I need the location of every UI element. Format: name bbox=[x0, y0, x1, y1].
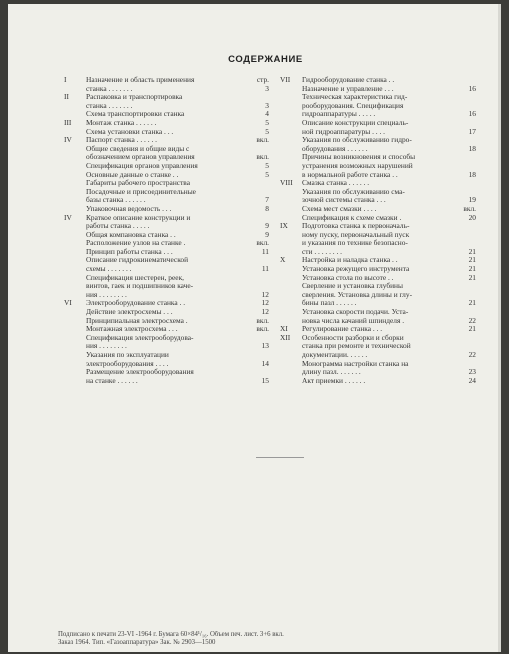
toc-entry bbox=[280, 222, 476, 231]
toc-entry bbox=[280, 265, 476, 274]
section-number bbox=[64, 196, 86, 205]
toc-entry bbox=[280, 136, 476, 145]
page-number: 21 bbox=[468, 324, 476, 334]
entry-text: Габариты рабочего пространства bbox=[86, 179, 190, 188]
imprint-line-1: Подписано к печати 23-VI -1964 г. Бумага 60×84¹/₁₆. Объем печ. лист. 3+6 вкл. bbox=[58, 631, 284, 638]
entry-text: работы станка . . . . . bbox=[86, 222, 150, 231]
section-number: VIII bbox=[280, 178, 293, 188]
section-number bbox=[280, 377, 302, 386]
toc-entry bbox=[64, 145, 269, 154]
entry-text: Действие электросхемы . . . bbox=[86, 308, 173, 317]
entry-text: Спецификация шестерен, реек, bbox=[86, 273, 185, 282]
toc-entry bbox=[280, 299, 476, 308]
entry-text: рооборудования. Спецификация bbox=[302, 101, 404, 110]
entry-text: в нормальной работе станка . . bbox=[302, 170, 398, 179]
page-number: 11 bbox=[261, 264, 269, 274]
toc-entry bbox=[280, 308, 476, 317]
section-number bbox=[64, 222, 86, 231]
entry-text: и указания по технике безопасно- bbox=[302, 239, 408, 248]
entry-text: бины пазл . . . . . . bbox=[302, 299, 357, 308]
toc-entry bbox=[64, 239, 269, 248]
entry-text: станка при ремонте и технической bbox=[302, 342, 411, 351]
section-number bbox=[280, 188, 302, 197]
page-number: 12 bbox=[261, 289, 269, 299]
toc-entry bbox=[280, 256, 476, 265]
document-page bbox=[8, 4, 501, 652]
page-number: 5 bbox=[265, 160, 269, 170]
toc-entry bbox=[64, 119, 269, 128]
section-number bbox=[64, 179, 86, 188]
section-number bbox=[280, 136, 302, 145]
entry-text: Установка скорости подачи. Уста- bbox=[302, 308, 409, 317]
section-number bbox=[280, 85, 302, 94]
entry-text: Принцип работы станка . . . bbox=[86, 247, 173, 256]
entry-text: длину пазл. . . . . . . bbox=[302, 368, 361, 377]
entry-text: Регулирование станка . . . bbox=[302, 325, 383, 334]
page-number: 21 bbox=[468, 246, 476, 256]
page-number: 9 bbox=[265, 221, 269, 231]
page-number: 9 bbox=[265, 229, 269, 239]
section-number bbox=[280, 342, 302, 351]
entry-text: Общие сведения и общие виды с bbox=[86, 144, 190, 153]
entry-text: Спецификация электрооборудова- bbox=[86, 333, 194, 342]
section-number bbox=[64, 308, 86, 317]
page-number: 14 bbox=[261, 358, 269, 368]
toc-entry bbox=[64, 282, 269, 291]
entry-text: Акт приемки . . . . . . bbox=[302, 376, 366, 385]
entry-text: Сверление и установка глубины bbox=[302, 282, 403, 291]
section-number bbox=[280, 153, 302, 162]
toc-entry bbox=[64, 274, 269, 283]
entry-text: Назначение и управление . . . bbox=[302, 84, 394, 93]
entry-text: Электрооборудование станка . . bbox=[86, 299, 186, 308]
section-number bbox=[64, 325, 86, 334]
toc-entry bbox=[280, 76, 476, 85]
toc-entry bbox=[64, 317, 269, 326]
page-number: 7 bbox=[265, 195, 269, 205]
page-number: стр. bbox=[256, 75, 269, 84]
entry-text: ной гидроаппаратуры . . . . bbox=[302, 127, 386, 136]
entry-text: Особенности разборки и сборки bbox=[302, 333, 404, 342]
section-number bbox=[280, 351, 302, 360]
toc-entry bbox=[64, 325, 269, 334]
toc-entry bbox=[64, 205, 269, 214]
section-number bbox=[64, 265, 86, 274]
entry-text: новка числа качаний шпинделя . bbox=[302, 316, 405, 325]
section-number bbox=[64, 231, 86, 240]
entry-text: сти . . . . . . . . bbox=[302, 247, 343, 256]
entry-text: ному пуску, первоначальный пуск bbox=[302, 230, 410, 239]
toc-entry bbox=[64, 162, 269, 171]
entry-text: документации. . . . . . bbox=[302, 351, 368, 359]
entry-text: Назначение и область применения bbox=[86, 76, 195, 84]
section-number bbox=[64, 274, 86, 283]
toc-left-column bbox=[64, 76, 269, 385]
entry-text: Описание гидрокинематической bbox=[86, 256, 189, 265]
entry-text: Причины возникновения и способы bbox=[302, 153, 416, 162]
page-number: 17 bbox=[468, 126, 476, 136]
section-number bbox=[280, 282, 302, 291]
entry-text: электрооборудования . . . . bbox=[86, 359, 169, 368]
entry-text: Описание конструкции специаль- bbox=[302, 118, 409, 127]
entry-text: Установка стола по высоте . . bbox=[302, 273, 394, 282]
toc-entry bbox=[64, 291, 269, 300]
entry-text: Монтаж станка . . . . . . bbox=[86, 118, 157, 127]
section-number bbox=[64, 377, 86, 386]
toc-entry bbox=[64, 248, 269, 257]
section-number: II bbox=[64, 92, 69, 102]
entry-text: зочной системы станка . . . bbox=[302, 196, 386, 205]
toc-entry bbox=[280, 377, 476, 386]
section-number: XII bbox=[280, 332, 291, 342]
toc-entry bbox=[280, 205, 476, 214]
section-number bbox=[280, 231, 302, 240]
toc-entry bbox=[280, 171, 476, 180]
entry-text: гидроаппаратуры . . . . . bbox=[302, 110, 376, 119]
entry-text: Подготовка станка к первоначаль- bbox=[302, 222, 410, 231]
entry-text: Размещение электрооборудования bbox=[86, 368, 194, 377]
toc-entry bbox=[280, 368, 476, 377]
toc-entry bbox=[280, 93, 476, 102]
toc-entry bbox=[280, 214, 476, 223]
section-number: XI bbox=[280, 324, 288, 334]
toc-entry bbox=[64, 368, 269, 377]
entry-text: Указания по обслуживанию гидро- bbox=[302, 136, 412, 145]
entry-text: Гидрооборудование станка . . bbox=[302, 76, 395, 84]
entry-text: Монтажная электросхема . . . bbox=[86, 325, 178, 334]
entry-text: Настройка и наладка станка . . bbox=[302, 256, 398, 265]
imprint-line-2: Заказ 1964. Тип. «Газоаппаратура» Зак. № 2903—1500 bbox=[58, 639, 216, 646]
entry-text: Смазка станка . . . . . . bbox=[302, 179, 370, 188]
page-number: 23 bbox=[468, 367, 476, 377]
page-number: 21 bbox=[468, 298, 476, 308]
page-number: 18 bbox=[468, 143, 476, 153]
section-number: I bbox=[64, 75, 67, 84]
toc-entry bbox=[64, 93, 269, 102]
page-title: СОДЕРЖАНИЕ bbox=[228, 54, 303, 65]
entry-text: Посадочные и присоединительные bbox=[86, 187, 196, 196]
toc-entry bbox=[280, 162, 476, 171]
toc-entry bbox=[280, 317, 476, 326]
toc-entry bbox=[64, 299, 269, 308]
toc-entry bbox=[280, 110, 476, 119]
page-number: 3 bbox=[265, 83, 269, 93]
toc-entry bbox=[64, 196, 269, 205]
section-number bbox=[280, 128, 302, 137]
toc-entry bbox=[280, 351, 476, 360]
entry-text: сверления. Установка длины и глу- bbox=[302, 290, 413, 299]
page-number: вкл. bbox=[463, 203, 476, 213]
section-number bbox=[280, 239, 302, 248]
entry-text: Схема мест смазки . . . . bbox=[302, 204, 377, 213]
section-number bbox=[280, 162, 302, 171]
section-number bbox=[280, 119, 302, 128]
toc-entry bbox=[64, 342, 269, 351]
page-number: 16 bbox=[468, 109, 476, 119]
section-number bbox=[64, 351, 86, 360]
entry-text: Расположение узлов на станке . bbox=[86, 239, 186, 248]
entry-text: Указания по обслуживанию сма- bbox=[302, 187, 405, 196]
entry-text: Принципиальная электросхема . bbox=[86, 316, 188, 325]
section-number bbox=[64, 360, 86, 369]
page-number: 13 bbox=[261, 341, 269, 351]
page-number: 15 bbox=[261, 375, 269, 385]
toc-entry bbox=[64, 102, 269, 111]
toc-entry bbox=[280, 342, 476, 351]
toc-entry bbox=[280, 360, 476, 369]
toc-entry bbox=[64, 128, 269, 137]
toc-entry bbox=[280, 145, 476, 154]
page-number: 20 bbox=[468, 212, 476, 222]
entry-text: Краткое описание конструкции и bbox=[86, 213, 191, 222]
page-number: 18 bbox=[468, 169, 476, 179]
imprint-footer bbox=[58, 631, 478, 647]
section-number bbox=[280, 205, 302, 214]
entry-text: Установка режущего инструмента bbox=[302, 265, 410, 274]
entry-text: Монограмма настройки станка на bbox=[302, 359, 409, 368]
toc-entry bbox=[280, 196, 476, 205]
section-number bbox=[280, 368, 302, 377]
toc-entry bbox=[64, 136, 269, 145]
page-number: 21 bbox=[468, 264, 476, 274]
entry-text: Спецификация к схеме смазки . bbox=[302, 213, 402, 222]
section-number bbox=[280, 274, 302, 283]
entry-text: станка . . . . . . . bbox=[86, 101, 133, 110]
entry-text: схемы . . . . . . . bbox=[86, 265, 132, 274]
toc-entry bbox=[280, 231, 476, 240]
page-number: 3 bbox=[265, 100, 269, 110]
toc-entry bbox=[64, 222, 269, 231]
entry-text: Спецификация органов управления bbox=[86, 161, 198, 170]
page-number: вкл. bbox=[256, 324, 269, 334]
section-number: X bbox=[280, 255, 286, 265]
entry-text: ния . . . . . . . . bbox=[86, 342, 127, 351]
section-number bbox=[64, 171, 86, 180]
toc-entry bbox=[64, 179, 269, 188]
page-number: 22 bbox=[468, 315, 476, 325]
toc-entry bbox=[64, 110, 269, 119]
page-number: 21 bbox=[468, 255, 476, 265]
toc-entry bbox=[280, 239, 476, 248]
section-number: III bbox=[64, 117, 72, 127]
section-number: VII bbox=[280, 75, 291, 84]
section-number bbox=[280, 291, 302, 300]
page-number: 22 bbox=[468, 350, 476, 359]
toc-entry bbox=[280, 334, 476, 343]
page-number: 12 bbox=[261, 307, 269, 317]
toc-right-column bbox=[280, 76, 476, 385]
toc-entry bbox=[280, 102, 476, 111]
toc-entry bbox=[64, 231, 269, 240]
toc-entry bbox=[280, 274, 476, 283]
page-number: 5 bbox=[265, 126, 269, 136]
entry-text: оборудования . . . . . . bbox=[302, 144, 368, 153]
section-number bbox=[64, 153, 86, 162]
toc-entry bbox=[64, 76, 269, 85]
toc-entry bbox=[64, 153, 269, 162]
section-number bbox=[64, 342, 86, 351]
toc-entry bbox=[280, 128, 476, 137]
entry-text: Техническая характеристика гид- bbox=[302, 93, 408, 102]
toc-entry bbox=[64, 171, 269, 180]
section-number bbox=[280, 196, 302, 205]
entry-text: Указания по эксплуатации bbox=[86, 351, 169, 359]
section-number bbox=[64, 188, 86, 197]
page-number: 8 bbox=[265, 203, 269, 213]
section-number bbox=[64, 239, 86, 248]
entry-text: базы станка . . . . . . bbox=[86, 196, 146, 205]
toc-entry bbox=[280, 325, 476, 334]
toc-entry bbox=[64, 256, 269, 265]
toc-entry bbox=[280, 248, 476, 257]
page-number: 5 bbox=[265, 169, 269, 179]
section-number bbox=[280, 93, 302, 102]
page-number: вкл. bbox=[256, 152, 269, 162]
entry-text: Общая компановка станка . . bbox=[86, 230, 176, 239]
toc-entry bbox=[64, 334, 269, 343]
entry-text: Схема установки станка . . . bbox=[86, 127, 174, 136]
section-number bbox=[64, 368, 86, 377]
section-number bbox=[64, 162, 86, 171]
section-number bbox=[64, 334, 86, 343]
section-number: IV bbox=[64, 212, 72, 222]
toc-entry bbox=[64, 360, 269, 369]
section-number bbox=[64, 248, 86, 257]
toc-entry bbox=[64, 214, 269, 223]
page-number: 16 bbox=[468, 83, 476, 93]
section-number bbox=[280, 265, 302, 274]
section-number bbox=[64, 145, 86, 154]
toc-entry bbox=[280, 282, 476, 291]
section-number: IV bbox=[64, 135, 72, 145]
toc-entry bbox=[280, 179, 476, 188]
entry-text: на станке . . . . . . bbox=[86, 376, 138, 385]
page-number: 21 bbox=[468, 272, 476, 282]
page-number: вкл. bbox=[256, 135, 269, 145]
page-number: 24 bbox=[468, 375, 476, 385]
toc-entry bbox=[280, 153, 476, 162]
section-number: VI bbox=[64, 298, 72, 308]
toc-entry bbox=[64, 308, 269, 317]
toc-entry bbox=[280, 188, 476, 197]
toc-entry bbox=[64, 265, 269, 274]
toc-entry bbox=[280, 291, 476, 300]
section-number bbox=[280, 308, 302, 317]
toc-entry bbox=[280, 119, 476, 128]
section-number: IX bbox=[280, 221, 288, 231]
toc-entry bbox=[64, 85, 269, 94]
entry-text: Основные данные о станке . . bbox=[86, 170, 179, 179]
toc-entry bbox=[64, 351, 269, 360]
section-number bbox=[280, 360, 302, 369]
section-number bbox=[280, 110, 302, 119]
page-number: 11 bbox=[261, 246, 269, 256]
toc-entry bbox=[64, 188, 269, 197]
separator-line bbox=[256, 457, 304, 458]
entry-text: Схема транспортировки станка bbox=[86, 110, 185, 119]
toc-entry bbox=[280, 85, 476, 94]
entry-text: ния . . . . . . . . bbox=[86, 290, 127, 299]
toc-entry bbox=[64, 377, 269, 386]
entry-text: винтов, гаек и подшипников каче- bbox=[86, 282, 194, 291]
section-number bbox=[64, 282, 86, 291]
entry-text: станка . . . . . . . bbox=[86, 84, 133, 93]
section-number bbox=[64, 256, 86, 265]
entry-text: обозначением органов управления bbox=[86, 153, 195, 162]
section-number bbox=[280, 102, 302, 111]
entry-text: устранения возможных нарушений bbox=[302, 161, 413, 170]
page-number: 5 bbox=[265, 117, 269, 127]
section-number bbox=[64, 317, 86, 326]
page-number: вкл. bbox=[256, 315, 269, 325]
section-number bbox=[280, 145, 302, 154]
page-number: 19 bbox=[468, 195, 476, 205]
section-number bbox=[280, 299, 302, 308]
page-number: 12 bbox=[261, 298, 269, 308]
entry-text: Распаковка и транспортировка bbox=[86, 93, 183, 102]
entry-text: Паспорт станка . . . . . . bbox=[86, 136, 157, 145]
page-number: вкл. bbox=[256, 238, 269, 248]
entry-text: Упаковочная ведомость . . . bbox=[86, 204, 172, 213]
section-number bbox=[64, 102, 86, 111]
page-number: 4 bbox=[265, 109, 269, 119]
